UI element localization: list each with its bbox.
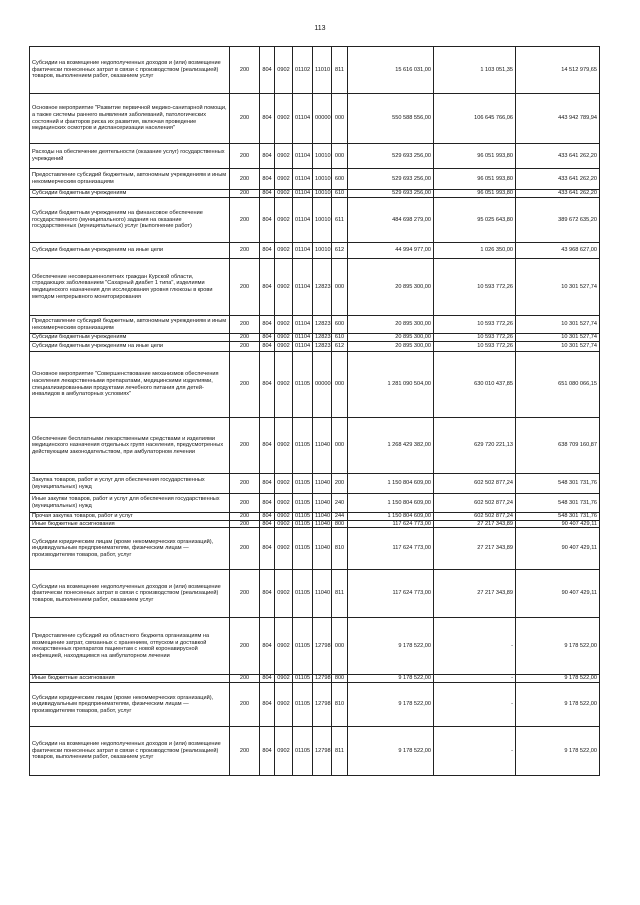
code-program: 01105 <box>293 727 313 776</box>
amount-executed: - <box>434 675 516 683</box>
row-name: Основное мероприятие "Развитие первичной медико-санитарной помощи, а также системы раннего выявления заболеваний, патологических состояний и факторов риска их развития, включая проведение медицинских осмотров и диспансеризации населения" <box>30 94 230 144</box>
code-subsection: 0902 <box>275 570 293 618</box>
row-name: Иные бюджетные ассигнования <box>30 520 230 528</box>
amount-remaining: 90 407 429,11 <box>516 520 600 528</box>
code-program: 01104 <box>293 342 313 352</box>
code-ministry: 804 <box>260 259 275 316</box>
code-ministry: 804 <box>260 513 275 521</box>
code-section: 200 <box>230 675 260 683</box>
code-ministry: 804 <box>260 47 275 94</box>
code-section: 200 <box>230 144 260 169</box>
code-section: 200 <box>230 316 260 334</box>
code-direction: 00000 <box>313 94 332 144</box>
amount-executed: - <box>434 618 516 675</box>
code-direction: 10010 <box>313 198 332 243</box>
code-ministry: 804 <box>260 727 275 776</box>
code-expense-type: 800 <box>332 675 348 683</box>
code-subsection: 0902 <box>275 494 293 513</box>
code-direction: 11040 <box>313 513 332 521</box>
amount-remaining: 9 178 522,00 <box>516 675 600 683</box>
code-subsection: 0902 <box>275 243 293 259</box>
code-program: 01104 <box>293 243 313 259</box>
code-subsection: 0902 <box>275 513 293 521</box>
code-section: 200 <box>230 520 260 528</box>
row-name: Обеспечение несовершеннолетних граждан Курской области, страдающих заболеванием "Сахарный диабет 1 типа", изделиями медицинского назначения для исследования уровня глюкозы в крови методом непрерывного мониторирования <box>30 259 230 316</box>
code-section: 200 <box>230 418 260 474</box>
code-subsection: 0902 <box>275 259 293 316</box>
code-direction: 11040 <box>313 494 332 513</box>
row-name: Иные бюджетные ассигнования <box>30 675 230 683</box>
code-subsection: 0902 <box>275 334 293 342</box>
code-program: 01105 <box>293 528 313 570</box>
code-program: 01104 <box>293 198 313 243</box>
code-expense-type: 810 <box>332 683 348 727</box>
row-name: Основное мероприятие "Совершенствование механизмов обеспечения населения лекарственными препаратами, медицинскими изделиями, специализированными продуктами лечебного питания для детей-инвалидов в амбулаторных условиях" <box>30 352 230 418</box>
amount-planned: 529 693 256,00 <box>348 144 434 169</box>
amount-executed: 95 025 643,80 <box>434 198 516 243</box>
code-direction: 11040 <box>313 570 332 618</box>
amount-executed: 630 010 437,85 <box>434 352 516 418</box>
code-program: 01104 <box>293 169 313 190</box>
code-subsection: 0902 <box>275 520 293 528</box>
amount-planned: 20 895 300,00 <box>348 334 434 342</box>
code-program: 01105 <box>293 474 313 494</box>
amount-executed: 602 502 877,24 <box>434 494 516 513</box>
row-name: Субсидии бюджетным учреждениям <box>30 190 230 198</box>
amount-planned: 550 588 556,00 <box>348 94 434 144</box>
code-program: 01105 <box>293 520 313 528</box>
code-subsection: 0902 <box>275 474 293 494</box>
code-direction: 10010 <box>313 169 332 190</box>
code-expense-type: 600 <box>332 169 348 190</box>
code-expense-type: 811 <box>332 47 348 94</box>
amount-planned: 1 150 804 609,00 <box>348 513 434 521</box>
amount-planned: 44 994 977,00 <box>348 243 434 259</box>
code-section: 200 <box>230 190 260 198</box>
code-ministry: 804 <box>260 520 275 528</box>
code-program: 01104 <box>293 94 313 144</box>
code-section: 200 <box>230 683 260 727</box>
code-direction: 12798 <box>313 675 332 683</box>
amount-executed: 96 051 993,80 <box>434 169 516 190</box>
code-section: 200 <box>230 513 260 521</box>
code-direction: 11040 <box>313 528 332 570</box>
code-section: 200 <box>230 528 260 570</box>
table-row <box>30 675 600 683</box>
amount-planned: 1 268 429 382,00 <box>348 418 434 474</box>
amount-remaining: 651 080 066,15 <box>516 352 600 418</box>
amount-remaining: 433 641 262,20 <box>516 190 600 198</box>
code-section: 200 <box>230 169 260 190</box>
code-subsection: 0902 <box>275 190 293 198</box>
code-section: 200 <box>230 198 260 243</box>
amount-remaining: 9 178 522,00 <box>516 683 600 727</box>
code-section: 200 <box>230 334 260 342</box>
table-row <box>30 570 600 618</box>
amount-executed: 629 720 221,13 <box>434 418 516 474</box>
code-ministry: 804 <box>260 169 275 190</box>
code-direction: 12823 <box>313 334 332 342</box>
code-program: 01102 <box>293 47 313 94</box>
amount-executed: 10 593 772,26 <box>434 259 516 316</box>
amount-planned: 20 895 300,00 <box>348 316 434 334</box>
row-name: Субсидии на возмещение недополученных доходов и (или) возмещение фактически понесенных затрат в связи с производством (реализацией) товаров, выполнением работ, оказанием услуг <box>30 727 230 776</box>
code-section: 200 <box>230 94 260 144</box>
code-ministry: 804 <box>260 570 275 618</box>
code-subsection: 0902 <box>275 198 293 243</box>
table-row <box>30 513 600 521</box>
code-direction: 11040 <box>313 474 332 494</box>
amount-executed: 10 593 772,26 <box>434 342 516 352</box>
amount-remaining: 548 301 731,76 <box>516 474 600 494</box>
code-ministry: 804 <box>260 418 275 474</box>
table-row <box>30 520 600 528</box>
code-ministry: 804 <box>260 352 275 418</box>
amount-remaining: 10 301 527,74 <box>516 342 600 352</box>
code-section: 200 <box>230 727 260 776</box>
code-expense-type: 600 <box>332 316 348 334</box>
row-name: Предоставление субсидий из областного бюджета организациям на возмещение затрат, связанных с хранением, отпуском и доставкой лекарственных препаратов пациентам с новой коронавирусной инфекцией, находящимся на амбулаторном лечении <box>30 618 230 675</box>
code-subsection: 0902 <box>275 618 293 675</box>
amount-executed: 27 217 343,89 <box>434 520 516 528</box>
amount-remaining: 90 407 429,11 <box>516 528 600 570</box>
code-program: 01105 <box>293 494 313 513</box>
amount-planned: 9 178 522,00 <box>348 727 434 776</box>
code-subsection: 0902 <box>275 418 293 474</box>
code-program: 01105 <box>293 570 313 618</box>
code-program: 01104 <box>293 190 313 198</box>
row-name: Предоставление субсидий бюджетным, автономным учреждениям и иным некоммерческим организациям <box>30 169 230 190</box>
table-row <box>30 169 600 190</box>
amount-executed: 106 645 766,06 <box>434 94 516 144</box>
code-direction: 12823 <box>313 342 332 352</box>
amount-remaining: 90 407 429,11 <box>516 570 600 618</box>
table-row <box>30 47 600 94</box>
code-expense-type: 000 <box>332 144 348 169</box>
amount-remaining: 433 641 262,20 <box>516 169 600 190</box>
code-program: 01105 <box>293 513 313 521</box>
table-row <box>30 190 600 198</box>
code-section: 200 <box>230 259 260 316</box>
amount-executed: 96 051 993,80 <box>434 190 516 198</box>
amount-executed: 1 103 051,35 <box>434 47 516 94</box>
code-subsection: 0902 <box>275 528 293 570</box>
row-name: Закупка товаров, работ и услуг для обеспечения государственных (муниципальных) нужд <box>30 474 230 494</box>
amount-remaining: 389 672 635,20 <box>516 198 600 243</box>
code-subsection: 0902 <box>275 316 293 334</box>
code-ministry: 804 <box>260 474 275 494</box>
amount-remaining: 9 178 522,00 <box>516 618 600 675</box>
code-expense-type: 811 <box>332 570 348 618</box>
code-subsection: 0902 <box>275 342 293 352</box>
code-section: 200 <box>230 243 260 259</box>
code-subsection: 0902 <box>275 144 293 169</box>
code-ministry: 804 <box>260 144 275 169</box>
code-subsection: 0902 <box>275 683 293 727</box>
amount-planned: 1 150 804 609,00 <box>348 494 434 513</box>
code-expense-type: 610 <box>332 190 348 198</box>
amount-remaining: 638 709 160,87 <box>516 418 600 474</box>
code-expense-type: 810 <box>332 528 348 570</box>
row-name: Субсидии юридическим лицам (кроме некоммерческих организаций), индивидуальным предпринимателям, физическим лицам — производителям товаров, работ, услуг <box>30 683 230 727</box>
row-name: Прочая закупка товаров, работ и услуг <box>30 513 230 521</box>
table-row <box>30 259 600 316</box>
row-name: Субсидии юридическим лицам (кроме некоммерческих организаций), индивидуальным предпринимателям, физическим лицам — производителям товаров, работ, услуг <box>30 528 230 570</box>
code-direction: 12823 <box>313 316 332 334</box>
code-ministry: 804 <box>260 494 275 513</box>
amount-executed: - <box>434 683 516 727</box>
amount-planned: 9 178 522,00 <box>348 618 434 675</box>
amount-executed: 602 502 877,24 <box>434 513 516 521</box>
code-direction: 10010 <box>313 144 332 169</box>
code-subsection: 0902 <box>275 675 293 683</box>
table-row <box>30 342 600 352</box>
amount-planned: 117 624 773,00 <box>348 520 434 528</box>
amount-planned: 1 150 804 609,00 <box>348 474 434 494</box>
code-section: 200 <box>230 618 260 675</box>
code-program: 01105 <box>293 618 313 675</box>
code-program: 01105 <box>293 683 313 727</box>
row-name: Субсидии бюджетным учреждениям на иные цели <box>30 243 230 259</box>
amount-remaining: 443 942 789,94 <box>516 94 600 144</box>
amount-remaining: 10 301 527,74 <box>516 259 600 316</box>
code-subsection: 0902 <box>275 169 293 190</box>
amount-remaining: 10 301 527,74 <box>516 334 600 342</box>
row-name: Субсидии бюджетным учреждениям на иные цели <box>30 342 230 352</box>
code-expense-type: 000 <box>332 352 348 418</box>
code-section: 200 <box>230 570 260 618</box>
amount-planned: 9 178 522,00 <box>348 683 434 727</box>
code-ministry: 804 <box>260 94 275 144</box>
amount-remaining: 433 641 262,20 <box>516 144 600 169</box>
amount-planned: 9 178 522,00 <box>348 675 434 683</box>
code-expense-type: 612 <box>332 243 348 259</box>
code-section: 200 <box>230 494 260 513</box>
code-ministry: 804 <box>260 342 275 352</box>
code-program: 01104 <box>293 259 313 316</box>
table-row <box>30 198 600 243</box>
table-row <box>30 528 600 570</box>
amount-planned: 529 693 256,00 <box>348 169 434 190</box>
code-expense-type: 000 <box>332 618 348 675</box>
amount-planned: 529 693 256,00 <box>348 190 434 198</box>
code-ministry: 804 <box>260 316 275 334</box>
amount-planned: 20 895 300,00 <box>348 259 434 316</box>
table-row <box>30 334 600 342</box>
amount-executed: 1 026 350,00 <box>434 243 516 259</box>
budget-table <box>29 46 600 776</box>
code-expense-type: 000 <box>332 418 348 474</box>
code-program: 01104 <box>293 334 313 342</box>
code-ministry: 804 <box>260 190 275 198</box>
amount-executed: - <box>434 727 516 776</box>
code-expense-type: 610 <box>332 334 348 342</box>
amount-planned: 1 281 090 504,00 <box>348 352 434 418</box>
code-expense-type: 244 <box>332 513 348 521</box>
amount-planned: 20 895 300,00 <box>348 342 434 352</box>
code-program: 01105 <box>293 675 313 683</box>
code-direction: 10010 <box>313 243 332 259</box>
amount-planned: 15 616 031,00 <box>348 47 434 94</box>
code-direction: 12798 <box>313 683 332 727</box>
table-row <box>30 727 600 776</box>
amount-remaining: 43 968 627,00 <box>516 243 600 259</box>
row-name: Субсидии бюджетным учреждениям <box>30 334 230 342</box>
code-ministry: 804 <box>260 243 275 259</box>
code-ministry: 804 <box>260 618 275 675</box>
amount-executed: 27 217 343,89 <box>434 570 516 618</box>
page-number: 113 <box>314 25 326 32</box>
code-section: 200 <box>230 342 260 352</box>
code-direction: 12823 <box>313 259 332 316</box>
amount-planned: 117 624 773,00 <box>348 570 434 618</box>
table-row <box>30 144 600 169</box>
code-expense-type: 800 <box>332 520 348 528</box>
code-expense-type: 811 <box>332 727 348 776</box>
amount-executed: 10 593 772,26 <box>434 334 516 342</box>
table-row <box>30 418 600 474</box>
code-subsection: 0902 <box>275 47 293 94</box>
code-subsection: 0902 <box>275 727 293 776</box>
code-direction: 00000 <box>313 352 332 418</box>
code-section: 200 <box>230 352 260 418</box>
code-ministry: 804 <box>260 334 275 342</box>
amount-executed: 96 051 993,80 <box>434 144 516 169</box>
amount-remaining: 548 301 731,76 <box>516 494 600 513</box>
amount-executed: 602 502 877,24 <box>434 474 516 494</box>
table-row <box>30 683 600 727</box>
code-expense-type: 200 <box>332 474 348 494</box>
code-direction: 11040 <box>313 520 332 528</box>
code-expense-type: 000 <box>332 259 348 316</box>
code-direction: 12798 <box>313 727 332 776</box>
code-section: 200 <box>230 474 260 494</box>
code-expense-type: 000 <box>332 94 348 144</box>
code-ministry: 804 <box>260 528 275 570</box>
amount-remaining: 9 178 522,00 <box>516 727 600 776</box>
table-row <box>30 316 600 334</box>
code-program: 01105 <box>293 418 313 474</box>
code-section: 200 <box>230 47 260 94</box>
table-row <box>30 494 600 513</box>
code-direction: 11010 <box>313 47 332 94</box>
code-expense-type: 612 <box>332 342 348 352</box>
code-expense-type: 240 <box>332 494 348 513</box>
row-name: Обеспечение бесплатными лекарственными средствами и изделиями медицинского назначения отдельных групп населения, предусмотренных действующим законодательством, при амбулаторном лечении <box>30 418 230 474</box>
amount-planned: 117 624 773,00 <box>348 528 434 570</box>
row-name: Субсидии на возмещение недополученных доходов и (или) возмещение фактически понесенных затрат в связи с производством (реализацией) товаров, выполнением работ, оказанием услуг <box>30 47 230 94</box>
code-program: 01105 <box>293 352 313 418</box>
amount-remaining: 10 301 527,74 <box>516 316 600 334</box>
row-name: Субсидии на возмещение недополученных доходов и (или) возмещение фактически понесенных затрат в связи с производством (реализацией) товаров, выполнением работ, оказанием услуг <box>30 570 230 618</box>
amount-executed: 27 217 343,89 <box>434 528 516 570</box>
code-subsection: 0902 <box>275 94 293 144</box>
amount-remaining: 548 301 731,76 <box>516 513 600 521</box>
row-name: Предоставление субсидий бюджетным, автономным учреждениям и иным некоммерческим организациям <box>30 316 230 334</box>
code-program: 01104 <box>293 144 313 169</box>
table-row <box>30 474 600 494</box>
code-subsection: 0902 <box>275 352 293 418</box>
row-name: Иные закупки товаров, работ и услуг для обеспечения государственных (муниципальных) нужд <box>30 494 230 513</box>
table-row <box>30 618 600 675</box>
amount-planned: 484 698 279,00 <box>348 198 434 243</box>
table-row <box>30 94 600 144</box>
code-direction: 10010 <box>313 190 332 198</box>
code-direction: 12798 <box>313 618 332 675</box>
amount-remaining: 14 512 979,65 <box>516 47 600 94</box>
table-row <box>30 352 600 418</box>
code-expense-type: 611 <box>332 198 348 243</box>
code-ministry: 804 <box>260 683 275 727</box>
table-row <box>30 243 600 259</box>
code-ministry: 804 <box>260 675 275 683</box>
amount-executed: 10 593 772,26 <box>434 316 516 334</box>
code-ministry: 804 <box>260 198 275 243</box>
code-direction: 11040 <box>313 418 332 474</box>
row-name: Субсидии бюджетным учреждениям на финансовое обеспечение государственного (муниципального) задания на оказание государственных (муниципальных) услуг (выполнение работ) <box>30 198 230 243</box>
row-name: Расходы на обеспечение деятельности (оказание услуг) государственных учреждений <box>30 144 230 169</box>
code-program: 01104 <box>293 316 313 334</box>
